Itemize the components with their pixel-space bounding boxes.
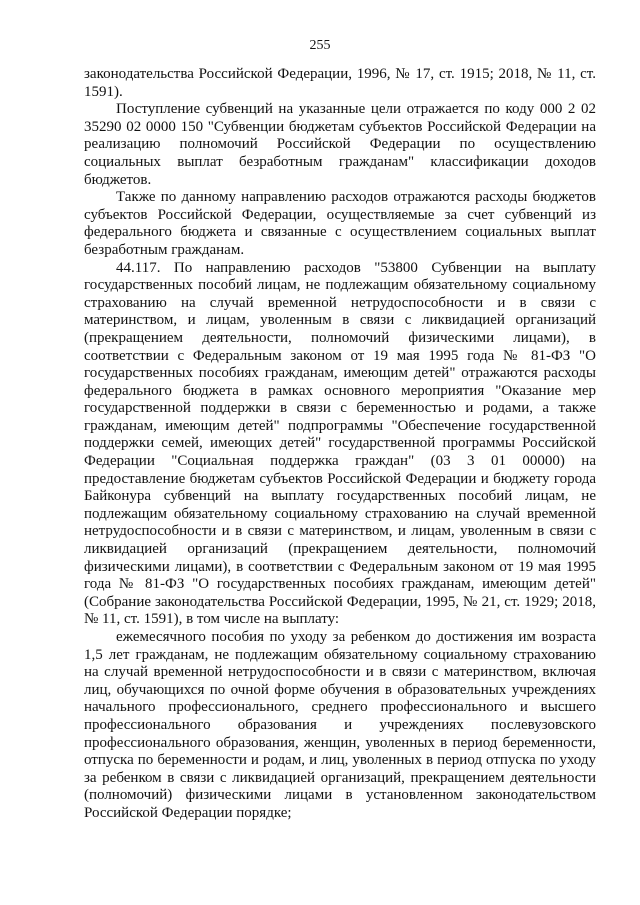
paragraph-monthly-childcare-allowance: ежемесячного пособия по уходу за ребенком до достижения им возраста 1,5 лет гражданам, не подлежащим обязательному социальному страхованию на случай временной нетрудоспособности и в связи с материнством, включая лиц, обучающихся по очной форме обучения в образовательных учреждениях начального профессионального, среднего профессионального и высшего профессионального образования и учреждениях послевузовского профессионального образования, женщин, уволенных в период беременности, отпуска по беременности и родам, и лиц, уволенных в период отпуска по уходу за ребенком в связи с ликвидацией организаций, прекращением деятельности (полномочий) физическими лицами в установленном законодательством Российской Федерации порядке;: [84, 629, 596, 821]
paragraph-44-117: 44.117. По направлению расходов "53800 Субвенции на выплату государственных пособий лицам, не подлежащим обязательному социальному страхованию на случай временной нетрудоспособности и в связи с материнством, и лицам, уволенным в связи с ликвидацией организаций (прекращением деятельности, полномочий физическими лицами), в соответствии с Федеральным законом от 19 мая 1995 года № 81-ФЗ "О государственных пособиях гражданам, имеющим детей" отражаются расходы федерального бюджета в рамках основного мероприятия "Оказание мер государственной поддержки в связи с беременностью и родами, а также гражданам, имеющим детей" подпрограммы "Обеспечение государственной поддержки семей, имеющих детей" государственной программы Российской Федерации "Социальная поддержка граждан" (03 3 01 00000) на предоставление бюджетам субъектов Российской Федерации и бюджету города Байконура субвенций на выплату государственных пособий лицам, не подлежащим обязательному социальному страхованию на случай временной нетрудоспособности и в связи с материнством, и лицам, уволенным в связи с ликвидацией организаций (прекращением деятельности, полномочий физическими лицами), в соответствии с Федеральным законом от 19 мая 1995 года № 81-ФЗ "О государственных пособиях гражданам, имеющим детей" (Собрание законодательства Российской Федерации, 1995, № 21, ст. 1929; 2018, № 11, ст. 1591), в том числе на выплату:: [84, 259, 596, 628]
paragraph-regional-expenses: Также по данному направлению расходов отражаются расходы бюджетов субъектов Российской Федерации, осуществляемые за счет субвенций из федерального бюджета и связанные с осуществлением социальных выплат безработным гражданам.: [84, 189, 596, 258]
paragraph-continuation: законодательства Российской Федерации, 1996, № 17, ст. 1915; 2018, № 11, ст. 1591).: [84, 66, 596, 100]
page-number: 255: [309, 38, 331, 53]
paragraph-subvention-income-code: Поступление субвенций на указанные цели отражается по коду 000 2 02 35290 02 0000 150 "Субвенции бюджетам субъектов Российской Федерации на реализацию полномочий Российской Федерации по осуществлению социальных выплат безработным гражданам" классификации доходов бюджетов.: [84, 101, 596, 188]
document-body: [84, 66, 596, 823]
